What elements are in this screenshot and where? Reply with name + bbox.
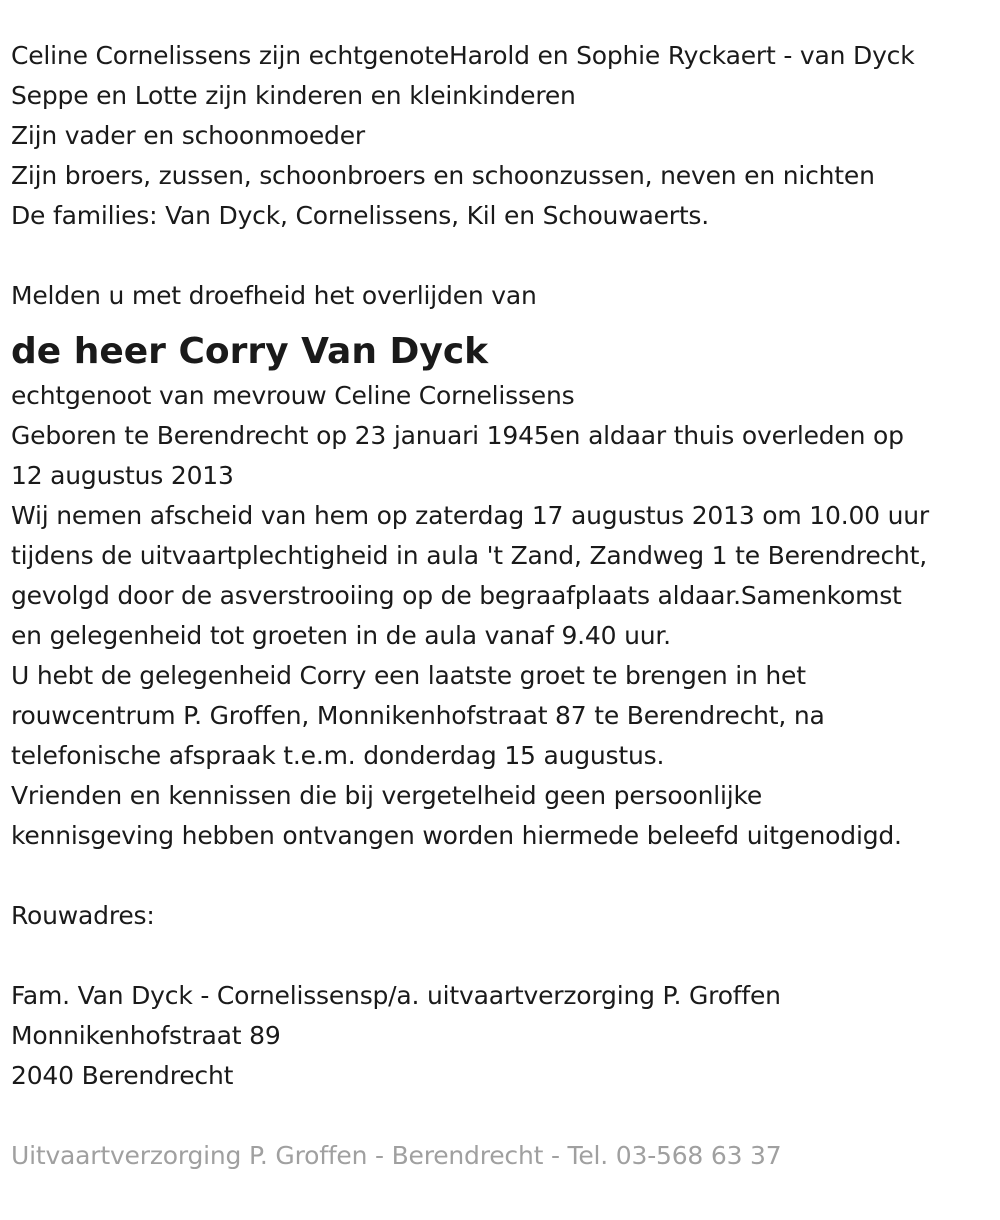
detail-line: telefonische afspraak t.e.m. donderdag 15 augustus. xyxy=(11,741,665,770)
detail-line: 12 augustus 2013 xyxy=(11,461,234,490)
obituary-details xyxy=(11,376,996,856)
spacer xyxy=(11,856,996,896)
family-line: Zijn broers, zussen, schoonbroers en schoonzussen, neven en nichten xyxy=(11,161,875,190)
detail-line: echtgenoot van mevrouw Celine Cornelissens xyxy=(11,381,575,410)
address-line: Monnikenhofstraat 89 xyxy=(11,1021,281,1050)
family-line: Zijn vader en schoonmoeder xyxy=(11,121,365,150)
detail-line: Geboren te Berendrecht op 23 januari 1945en aldaar thuis overleden op xyxy=(11,421,904,450)
mourning-address xyxy=(11,976,996,1096)
spacer xyxy=(11,236,996,276)
family-line: Seppe en Lotte zijn kinderen en kleinkinderen xyxy=(11,81,576,110)
detail-line: gevolgd door de asverstrooiing op de begraafplaats aldaar.Samenkomst xyxy=(11,581,902,610)
detail-line: kennisgeving hebben ontvangen worden hiermede beleefd uitgenodigd. xyxy=(11,821,902,850)
spacer xyxy=(11,936,996,976)
family-line: Celine Cornelissens zijn echtgenoteHarold en Sophie Ryckaert - van Dyck xyxy=(11,41,915,70)
detail-line: Vrienden en kennissen die bij vergetelheid geen persoonlijke xyxy=(11,781,763,810)
detail-line: en gelegenheid tot groeten in de aula vanaf 9.40 uur. xyxy=(11,621,671,650)
detail-line: rouwcentrum P. Groffen, Monnikenhofstraat 87 te Berendrecht, na xyxy=(11,701,825,730)
family-list xyxy=(11,36,996,236)
announcement-text: Melden u met droefheid het overlijden van xyxy=(11,281,537,310)
family-line: De families: Van Dyck, Cornelissens, Kil en Schouwaerts. xyxy=(11,201,710,230)
detail-line: tijdens de uitvaartplechtigheid in aula 't Zand, Zandweg 1 te Berendrecht, xyxy=(11,541,928,570)
deceased-name: de heer Corry Van Dyck xyxy=(11,331,489,372)
funeral-home-footer: Uitvaartverzorging P. Groffen - Berendrecht - Tel. 03-568 63 37 xyxy=(11,1141,782,1170)
address-line: Fam. Van Dyck - Cornelissensp/a. uitvaartverzorging P. Groffen xyxy=(11,981,781,1010)
address-label: Rouwadres: xyxy=(11,901,155,930)
obituary-notice xyxy=(11,36,996,1176)
spacer xyxy=(11,1096,996,1136)
address-line: 2040 Berendrecht xyxy=(11,1061,234,1090)
detail-line: Wij nemen afscheid van hem op zaterdag 17 augustus 2013 om 10.00 uur xyxy=(11,501,929,530)
detail-line: U hebt de gelegenheid Corry een laatste groet te brengen in het xyxy=(11,661,806,690)
